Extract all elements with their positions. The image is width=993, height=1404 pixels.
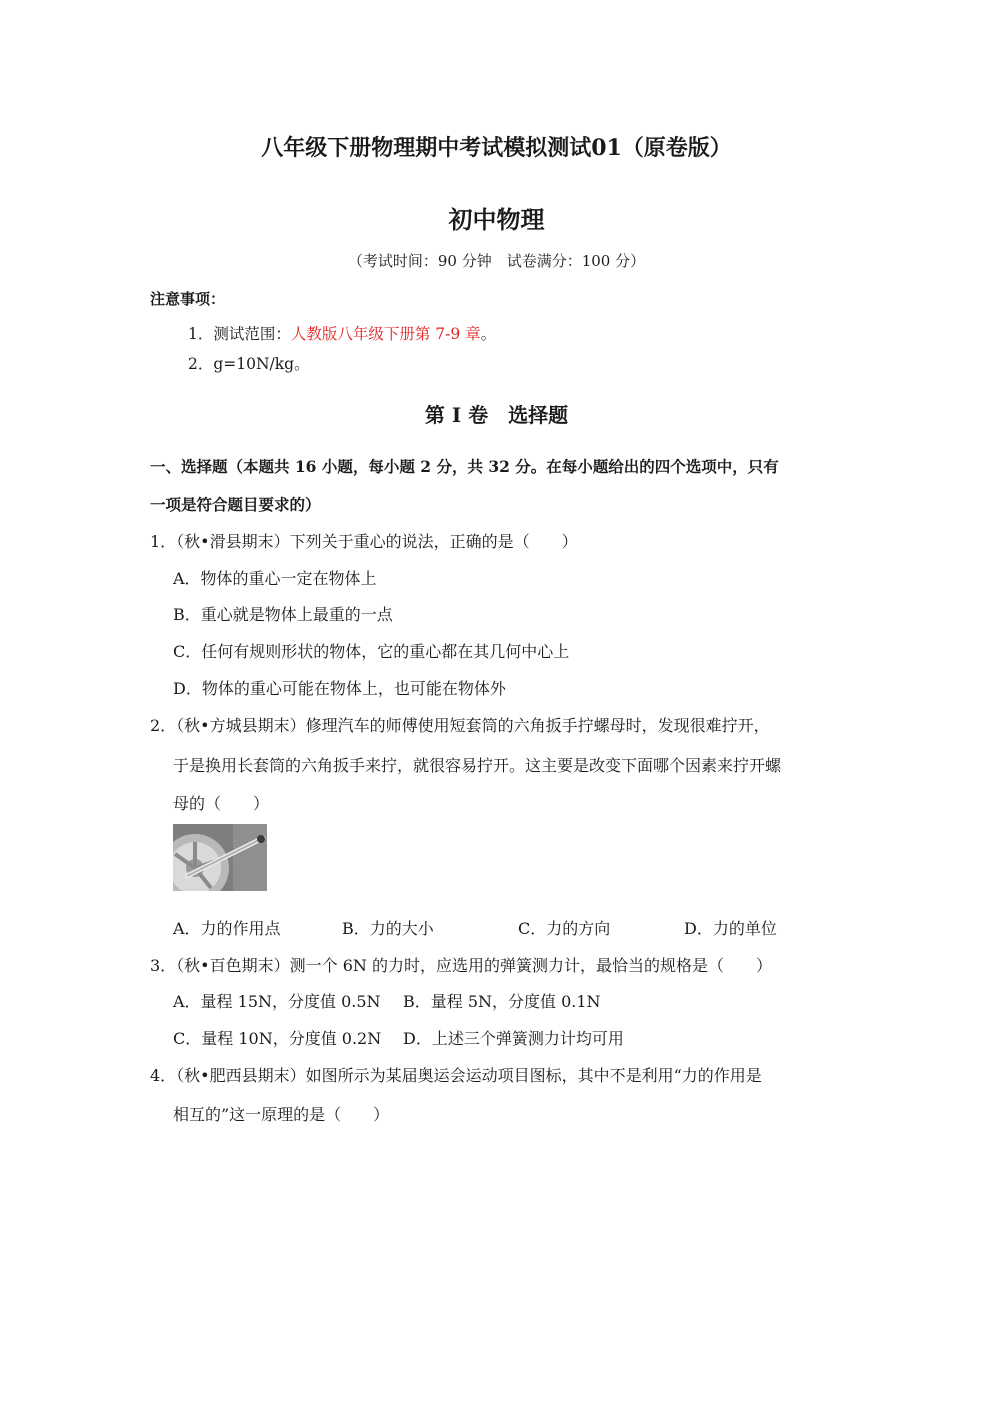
question-4-stem-line-2: 相互的”这一原理的是（ ） xyxy=(173,1105,390,1124)
question-2-option-b: B．力的大小 xyxy=(342,919,434,938)
section-instructions-line-1: 一、选择题（本题共 16 小题，每小题 2 分，共 32 分。在每小题给出的四个选项中，只有 xyxy=(150,457,779,476)
notes-heading: 注意事项： xyxy=(150,290,226,308)
note-item-2: 2．g=10N/kg。 xyxy=(188,355,310,373)
question-2-option-c: C．力的方向 xyxy=(518,919,611,938)
subject-title: 初中物理 xyxy=(448,205,545,234)
question-3-stem: 3．（秋•百色期末）测一个 6N 的力时，应选用的弹簧测力计，最恰当的规格是（ ） xyxy=(150,956,772,975)
note-item-1-suffix: 。 xyxy=(480,325,497,343)
question-1-option-b: B．重心就是物体上最重的一点 xyxy=(173,605,393,624)
question-1-option-a: A．物体的重心一定在物体上 xyxy=(173,569,377,588)
question-2-stem-line-3: 母的（ ） xyxy=(173,794,270,813)
question-1-stem: 1．（秋•滑县期末）下列关于重心的说法，正确的是（ ） xyxy=(150,532,578,551)
note-item-1 xyxy=(188,322,496,344)
note-item-1-scope: 人教版八年级下册第 7-9 章 xyxy=(290,325,481,343)
section-instructions-line-2: 一项是符合题目要求的） xyxy=(150,495,321,514)
question-2-option-a: A．力的作用点 xyxy=(173,919,281,938)
wrench-wheel-illustration xyxy=(173,824,267,891)
wrench-wheel-photo xyxy=(173,824,267,891)
question-1-option-c: C．任何有规则形状的物体，它的重心都在其几何中心上 xyxy=(173,642,570,661)
question-2-stem-line-2: 于是换用长套筒的六角扳手来拧，就很容易拧开。这主要是改变下面哪个因素来拧开螺 xyxy=(173,756,782,775)
question-3-option-a: A．量程 15N，分度值 0.5N xyxy=(173,992,381,1011)
note-item-1-prefix: 1．测试范围： xyxy=(188,325,291,343)
question-3-option-b: B．量程 5N，分度值 0.1N xyxy=(403,992,601,1011)
question-2-stem-line-1: 2．（秋•方城县期末）修理汽车的师傅使用短套筒的六角扳手拧螺母时，发现很难拧开， xyxy=(150,716,770,735)
document-title: 八年级下册物理期中考试模拟测试01（原卷版） xyxy=(261,135,732,161)
question-1-option-d: D．物体的重心可能在物体上，也可能在物体外 xyxy=(173,679,506,698)
question-4-stem-line-1: 4．（秋•肥西县期末）如图所示为某届奥运会运动项目图标，其中不是利用“力的作用是 xyxy=(150,1066,762,1085)
question-2-option-d: D．力的单位 xyxy=(684,919,777,938)
exam-meta: （考试时间：90 分钟 试卷满分：100 分） xyxy=(347,252,646,270)
section-title: 第 I 卷 选择题 xyxy=(424,403,569,427)
question-3-option-c: C．量程 10N，分度值 0.2N xyxy=(173,1029,382,1048)
question-3-option-d: D．上述三个弹簧测力计均可用 xyxy=(403,1029,624,1048)
